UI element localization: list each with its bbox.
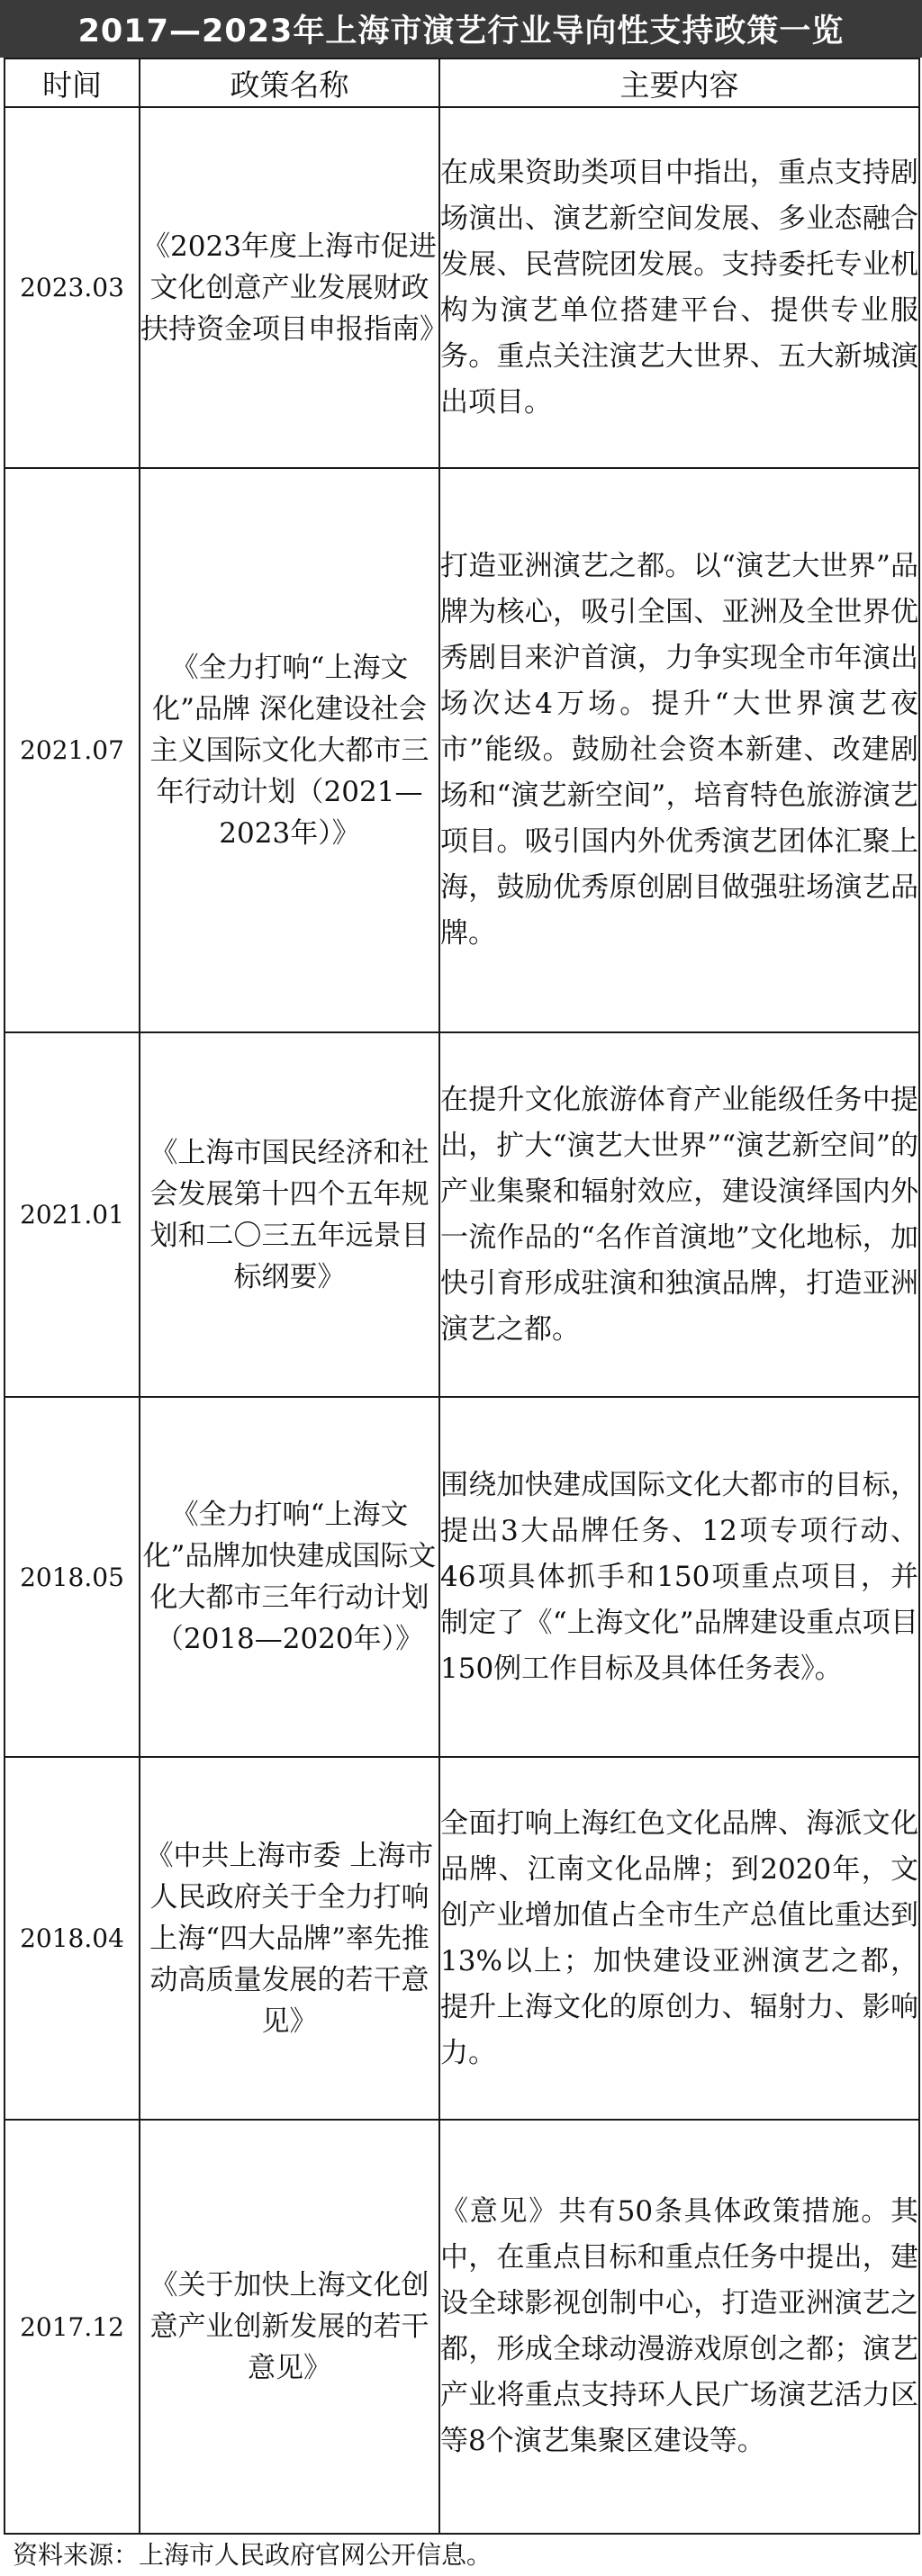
policy-table xyxy=(4,58,920,2535)
row-time: 2023.03 xyxy=(5,107,140,468)
table-row xyxy=(5,2120,919,2534)
row-policy-name: 《2023年度上海市促进文化创意产业发展财政扶持资金项目申报指南》 xyxy=(140,107,439,468)
row-content: 打造亚洲演艺之都。以“演艺大世界”品牌为核心，吸引全国、亚洲及全世界优秀剧目来沪首演，力争实现全市年演出场次达4万场。提升“大世界演艺夜市”能级。鼓励社会资本新建、改建剧场和“演艺新空间”，培育特色旅游演艺项目。吸引国内外优秀演艺团体汇聚上海，鼓励优秀原创剧目做强驻场演艺品牌。 xyxy=(439,468,919,1032)
table-row xyxy=(5,1032,919,1397)
row-time: 2018.04 xyxy=(5,1757,140,2120)
header-name: 政策名称 xyxy=(140,59,439,107)
source-note: 资料来源：上海市人民政府官网公开信息。 xyxy=(13,2540,493,2570)
row-time: 2018.05 xyxy=(5,1397,140,1757)
row-policy-name: 《中共上海市委 上海市人民政府关于全力打响上海“四大品牌”率先推动高质量发展的若干意见》 xyxy=(140,1757,439,2120)
header-time: 时间 xyxy=(5,59,140,107)
row-content: 《意见》共有50条具体政策措施。其中，在重点目标和重点任务中提出，建设全球影视创制中心，打造亚洲演艺之都，形成全球动漫游戏原创之都；演艺产业将重点支持环人民广场演艺活力区等8个演艺集聚区建设等。 xyxy=(439,2120,919,2534)
row-content: 全面打响上海红色文化品牌、海派文化品牌、江南文化品牌；到2020年，文创产业增加值占全市生产总值比重达到13%以上；加快建设亚洲演艺之都，提升上海文化的原创力、辐射力、影响力。 xyxy=(439,1757,919,2120)
table-title: 2017—2023年上海市演艺行业导向性支持政策一览 xyxy=(0,0,922,58)
row-policy-name: 《关于加快上海文化创意产业创新发展的若干意见》 xyxy=(140,2120,439,2534)
table-row xyxy=(5,1397,919,1757)
row-policy-name: 《全力打响“上海文化”品牌 深化建设社会主义国际文化大都市三年行动计划（2021—2023年）》 xyxy=(140,468,439,1032)
row-time: 2017.12 xyxy=(5,2120,140,2534)
row-policy-name: 《上海市国民经济和社会发展第十四个五年规划和二〇三五年远景目标纲要》 xyxy=(140,1032,439,1397)
header-content: 主要内容 xyxy=(439,59,919,107)
header-row xyxy=(5,59,919,107)
row-content: 在成果资助类项目中指出，重点支持剧场演出、演艺新空间发展、多业态融合发展、民营院团发展。支持委托专业机构为演艺单位搭建平台、提供专业服务。重点关注演艺大世界、五大新城演出项目。 xyxy=(439,107,919,468)
table-row xyxy=(5,468,919,1032)
table-row xyxy=(5,107,919,468)
row-time: 2021.01 xyxy=(5,1032,140,1397)
row-content: 在提升文化旅游体育产业能级任务中提出，扩大“演艺大世界”“演艺新空间”的产业集聚和辐射效应，建设演绎国内外一流作品的“名作首演地”文化地标，加快引育形成驻演和独演品牌，打造亚洲演艺之都。 xyxy=(439,1032,919,1397)
row-content: 围绕加快建成国际文化大都市的目标，提出3大品牌任务、12项专项行动、46项具体抓手和150项重点项目，并制定了《“上海文化”品牌建设重点项目150例工作目标及具体任务表》。 xyxy=(439,1397,919,1757)
table-row xyxy=(5,1757,919,2120)
row-time: 2021.07 xyxy=(5,468,140,1032)
row-policy-name: 《全力打响“上海文化”品牌加快建成国际文化大都市三年行动计划（2018—2020年）》 xyxy=(140,1397,439,1757)
